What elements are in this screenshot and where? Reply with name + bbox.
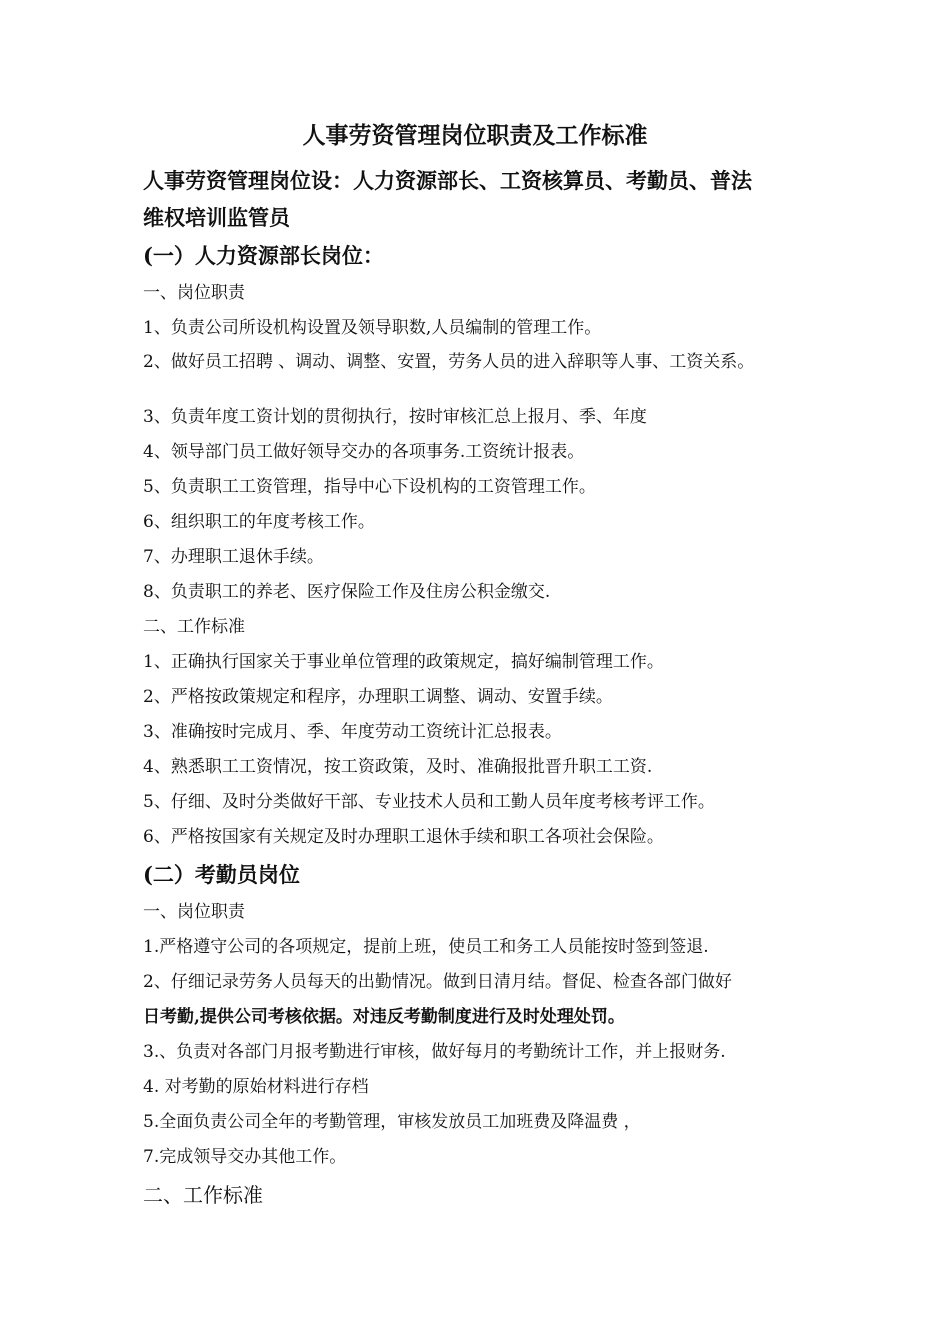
section1-duty-7: 7、办理职工退休手续。 <box>143 547 324 567</box>
section1-standard-2: 2、严格按政策规定和程序，办理职工调整、调动、安置手续。 <box>143 687 613 707</box>
section1-standard-4: 4、熟悉职工工资情况，按工资政策，及时、准确报批晋升职工工资. <box>143 757 653 777</box>
section1-duty-6: 6、组织职工的年度考核工作。 <box>143 512 375 532</box>
section2-duty-3: 3.、负责对各部门月报考勤进行审核，做好每月的考勤统计工作，并上报财务. <box>143 1042 726 1062</box>
intro-line-2: 维权培训监管员 <box>143 205 290 230</box>
section1-standard-3: 3、准确按时完成月、季、年度劳动工资统计汇总报表。 <box>143 722 562 742</box>
section1-duties-heading: 一、岗位职责 <box>143 283 245 303</box>
section2-duties-heading: 一、岗位职责 <box>143 902 245 922</box>
section1-heading: (一）人力资源部长岗位： <box>143 243 384 268</box>
section2-duty-7: 7.完成领导交办其他工作。 <box>143 1147 347 1167</box>
intro-line-1: 人事劳资管理岗位设：人力资源部长、工资核算员、考勤员、普法 <box>143 168 752 193</box>
section2-duty-1: 1.严格遵守公司的各项规定，提前上班，使员工和务工人员能按时签到签退. <box>143 937 709 957</box>
section2-standards-heading: 二、工作标准 <box>143 1183 263 1207</box>
section2-duty-4: 4. 对考勤的原始材料进行存档 <box>143 1077 369 1097</box>
section1-duty-2: 2、做好员工招聘 、调动、调整、安置，劳务人员的进入辞职等人事、工资关系。 <box>143 352 755 372</box>
section1-standard-1: 1、正确执行国家关于事业单位管理的政策规定，搞好编制管理工作。 <box>143 652 664 672</box>
section1-standard-6: 6、严格按国家有关规定及时办理职工退休手续和职工各项社会保险。 <box>143 827 664 847</box>
section2-duty-2-line-1: 2、仔细记录劳务人员每天的出勤情况。做到日清月结。督促、检查各部门做好 <box>143 972 732 992</box>
section1-standard-5: 5、仔细、及时分类做好干部、专业技术人员和工勤人员年度考核考评工作。 <box>143 792 715 812</box>
document-title: 人事劳资管理岗位职责及工作标准 <box>302 122 648 149</box>
section1-duty-4: 4、领导部门员工做好领导交办的各项事务.工资统计报表。 <box>143 442 585 462</box>
section1-standards-heading: 二、工作标准 <box>143 617 245 637</box>
section1-duty-5: 5、负责职工工资管理，指导中心下设机构的工资管理工作。 <box>143 477 596 497</box>
section1-duty-8: 8、负责职工的养老、医疗保险工作及住房公积金缴交. <box>143 582 551 602</box>
section2-heading: (二）考勤员岗位 <box>143 862 300 887</box>
section2-duty-2-line-2: 日考勤,提供公司考核依据。对违反考勤制度进行及时处理处罚。 <box>143 1007 625 1027</box>
section2-duty-5: 5.全面负责公司全年的考勤管理，审核发放员工加班费及降温费 ， <box>143 1112 641 1132</box>
section1-duty-3: 3、负责年度工资计划的贯彻执行，按时审核汇总上报月、季、年度 <box>143 407 647 427</box>
section1-duty-1: 1、负责公司所设机构设置及领导职数,人员编制的管理工作。 <box>143 318 602 338</box>
